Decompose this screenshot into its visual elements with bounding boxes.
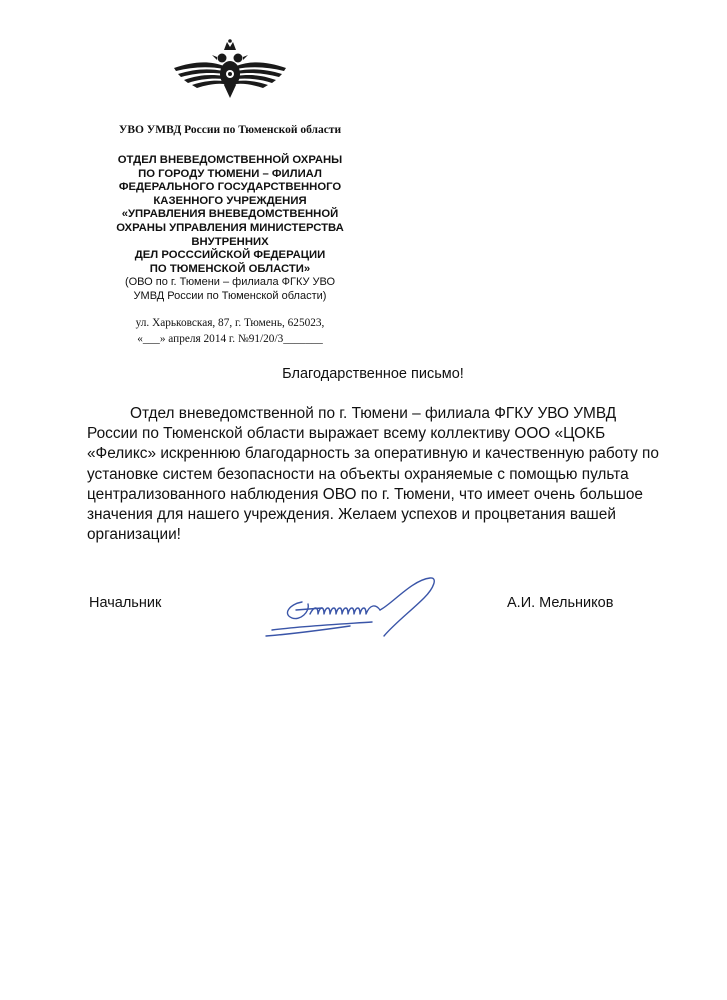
signatory-name: А.И. Мельников <box>507 595 614 611</box>
department-line: ОТДЕЛ ВНЕВЕДОМСТВЕННОЙ ОХРАНЫ <box>117 154 343 166</box>
department-line: «УПРАВЛЕНИЯ ВНЕВЕДОМСТВЕННОЙ <box>121 208 339 221</box>
double-headed-eagle-icon <box>172 38 288 100</box>
department-line: ФЕДЕРАЛЬНОГО ГОСУДАРСТВЕННОГО <box>118 181 342 194</box>
body-line: «Феликс» искреннюю благодарность за оперативную и качественную работу по <box>87 445 659 463</box>
reference-number: «___» апреля 2014 г. №91/20/3_______ <box>137 332 323 345</box>
department-line: ПО ГОРОДУ ТЮМЕНИ – ФИЛИАЛ <box>138 167 322 180</box>
body-line: значения для нашего учреждения. Желаем успехов и процветания вашей <box>87 506 616 524</box>
department-block <box>82 154 378 304</box>
body-line: Отдел вневедомственной по г. Тюмени – филиала ФГКУ УВО УМВД <box>130 405 617 422</box>
department-short-name: (ОВО по г. Тюмени – филиала ФГКУ УВО <box>124 276 336 289</box>
letter-title: Благодарственное письмо! <box>282 366 464 382</box>
organization-header: УВО УМВД России по Тюменской области <box>118 124 342 136</box>
department-line: ВНУТРЕННИХ <box>191 235 269 248</box>
department-line: ДЕЛ РОСССИЙСКОЙ ФЕДЕРАЦИИ <box>134 249 326 262</box>
handwritten-signature <box>262 574 440 644</box>
department-line: КАЗЕННОГО УЧРЕЖДЕНИЯ <box>153 194 307 207</box>
signatory-position: Начальник <box>89 595 162 611</box>
body-line: установке систем безопасности на объекты охраняемые с помощью пульта <box>87 465 629 483</box>
letter-body <box>87 404 659 545</box>
department-line: ОХРАНЫ УПРАВЛЕНИЯ МИНИСТЕРСТВА <box>116 221 344 234</box>
address-block <box>112 316 348 347</box>
department-line: ПО ТЮМЕНСКОЙ ОБЛАСТИ» <box>149 262 311 275</box>
body-line: централизованного наблюдения ОВО по г. Тюмени, что имеет очень большое <box>87 485 643 503</box>
address-line: ул. Харьковская, 87, г. Тюмень, 625023, <box>135 317 325 329</box>
body-line: России по Тюменской области выражает всему коллективу ООО «ЦОКБ <box>87 425 606 443</box>
body-line: организации! <box>87 526 181 544</box>
department-short-name: УМВД России по Тюменской области) <box>133 289 327 302</box>
